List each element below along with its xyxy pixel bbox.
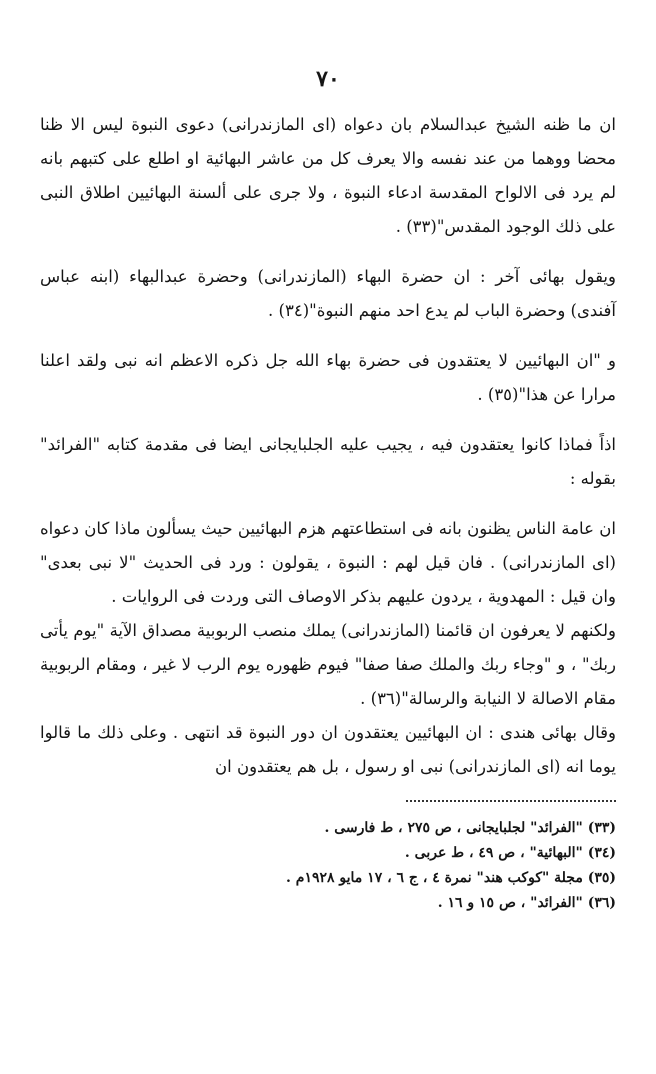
- paragraph: ولكنهم لا يعرفون ان قائمنا (المازندرانى) يملك منصب الربوبية مصداق الآية "يوم يأتى ربك" ، و "وجاء ربك والملك صفا صفا" فيوم ظهوره يوم الرب لا غير ، ومقام الربوبية مقام الاصالة لا النيابة والرسالة"(٣٦) .: [40, 621, 616, 708]
- footnote: (٣٤) "البهائية" ، ص ٤٩ ، ط عربى .: [404, 845, 616, 861]
- footnote: (٣٥) مجلة "كوكب هند" نمرة ٤ ، ج ٦ ، ١٧ مايو ١٩٢٨م .: [286, 870, 616, 886]
- paragraph: وقال بهائى هندى : ان البهائيين يعتقدون ان دور النبوة قد انتهى . وعلى ذلك ما قالوا يوما انه (اى المازندرانى) نبى او رسول ، بل هم يعتقدون ان: [40, 723, 616, 776]
- paragraph: ويقول بهائى آخر : ان حضرة البهاء (المازندرانى) وحضرة عبدالبهاء (ابنه عباس آفندى) وحضرة الباب لم يدع احد منهم النبوة"(٣٤) .: [40, 267, 616, 320]
- footnotes: [40, 816, 616, 916]
- paragraph: ان ما ظنه الشيخ عبدالسلام بان دعواه (اى المازندرانى) دعوى النبوة ليس الا ظنا محضا ووهما من عند نفسه والا يعرف كل من عاشر البهائية او اطلع على كتبهم بانه لم يرد فى الالواح المقدسة ادعاء النبوة ، ولا جرى على ألسنة البهائيين اطلاق النبى على ذلك الوجود المقدس"(٣٣) .: [40, 115, 616, 236]
- footnote: (٣٣) "الفرائد" لجلبايجانى ، ص ٢٧٥ ، ط فارسى .: [324, 820, 616, 836]
- footnote-separator: [406, 800, 616, 802]
- paragraph: اذاً فماذا كانوا يعتقدون فيه ، يجيب عليه الجلبايجانى ايضا فى مقدمة كتابه "الفرائد" بقوله :: [40, 435, 616, 488]
- paragraph: ان عامة الناس يظنون بانه فى استطاعتهم هزم البهائيين حيث يسألون ماذا كان دعواه (اى المازندرانى) . فان قيل لهم : النبوة ، يقولون : ورد فى الحديث "لا نبى بعدى" وان قيل : المهدوية ، يردون عليهم بذكر الاوصاف التى وردت فى الروايات .: [40, 519, 616, 606]
- footnote: (٣٦) "الفرائد" ، ص ١٥ و ١٦ .: [437, 895, 616, 911]
- body-text: [40, 108, 616, 784]
- paragraph: و "ان البهائيين لا يعتقدون فى حضرة بهاء الله جل ذكره الاعظم انه نبى ولقد اعلنا مرارا عن هذا"(٣٥) .: [40, 351, 616, 404]
- page-number: ٧٠: [316, 66, 340, 92]
